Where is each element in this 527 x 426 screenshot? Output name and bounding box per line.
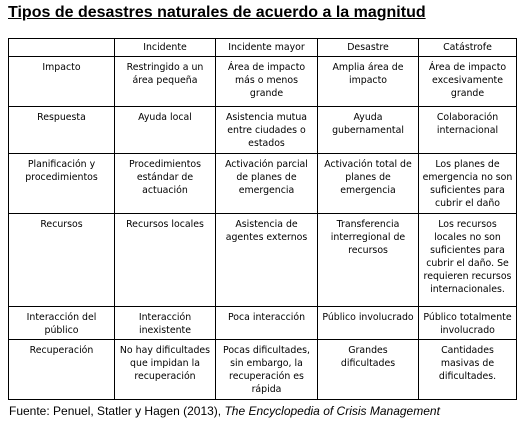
table-row bbox=[9, 107, 517, 154]
header-cell-empty bbox=[9, 39, 115, 57]
table-row bbox=[9, 154, 517, 214]
row-label-cell: Respuesta bbox=[9, 107, 115, 154]
table-cell: Ayuda gubernamental bbox=[318, 107, 419, 154]
table-cell: Los planes de emergencia no son suficientes para cubrir el daño bbox=[419, 154, 517, 214]
table-row bbox=[9, 307, 517, 340]
table-cell: Asistencia de agentes externos bbox=[216, 214, 318, 307]
table-cell: Área de impacto más o menos grande bbox=[216, 57, 318, 107]
table-cell: Transferencia interregional de recursos bbox=[318, 214, 419, 307]
table-row bbox=[9, 57, 517, 107]
table-cell: Ayuda local bbox=[115, 107, 216, 154]
header-cell-catastrofe: Catástrofe bbox=[419, 39, 517, 57]
row-label-cell: Interacción del público bbox=[9, 307, 115, 340]
table-cell: Público totalmente involucrado bbox=[419, 307, 517, 340]
row-label-cell: Impacto bbox=[9, 57, 115, 107]
table-cell: Los recursos locales no son suficientes para cubrir el daño. Se requieren recursos internacionales. bbox=[419, 214, 517, 307]
table-cell: Activación total de planes de emergencia bbox=[318, 154, 419, 214]
table-cell: Pocas dificultades, sin embargo, la recuperación es rápida bbox=[216, 340, 318, 400]
table-cell: Amplia área de impacto bbox=[318, 57, 419, 107]
table-cell: Colaboración internacional bbox=[419, 107, 517, 154]
table-cell: Activación parcial de planes de emergencia bbox=[216, 154, 318, 214]
page-title: Tipos de desastres naturales de acuerdo a la magnitud bbox=[8, 4, 426, 21]
row-label-cell: Recuperación bbox=[9, 340, 115, 400]
header-cell-incidente: Incidente bbox=[115, 39, 216, 57]
row-label-cell: Recursos bbox=[9, 214, 115, 307]
table-row bbox=[9, 340, 517, 400]
table-cell: Interacción inexistente bbox=[115, 307, 216, 340]
header-cell-incidente-mayor: Incidente mayor bbox=[216, 39, 318, 57]
table-header-row bbox=[9, 39, 517, 57]
source-citation bbox=[9, 404, 440, 418]
source-prefix: Fuente: Penuel, Statler y Hagen (2013), bbox=[9, 404, 225, 418]
table-cell: Grandes dificultades bbox=[318, 340, 419, 400]
table-cell: Cantidades masivas de dificultades. bbox=[419, 340, 517, 400]
table-cell: Área de impacto excesivamente grande bbox=[419, 57, 517, 107]
row-label-cell: Planificación y procedimientos bbox=[9, 154, 115, 214]
disaster-magnitude-table bbox=[8, 38, 517, 400]
source-title: The Encyclopedia of Crisis Management bbox=[224, 404, 440, 418]
table-cell: Restringido a un área pequeña bbox=[115, 57, 216, 107]
table-cell: Público involucrado bbox=[318, 307, 419, 340]
table-row bbox=[9, 214, 517, 307]
header-cell-desastre: Desastre bbox=[318, 39, 419, 57]
table-cell: No hay dificultades que impidan la recuperación bbox=[115, 340, 216, 400]
table-cell: Recursos locales bbox=[115, 214, 216, 307]
table-cell: Poca interacción bbox=[216, 307, 318, 340]
table-cell: Asistencia mutua entre ciudades o estados bbox=[216, 107, 318, 154]
table-cell: Procedimientos estándar de actuación bbox=[115, 154, 216, 214]
